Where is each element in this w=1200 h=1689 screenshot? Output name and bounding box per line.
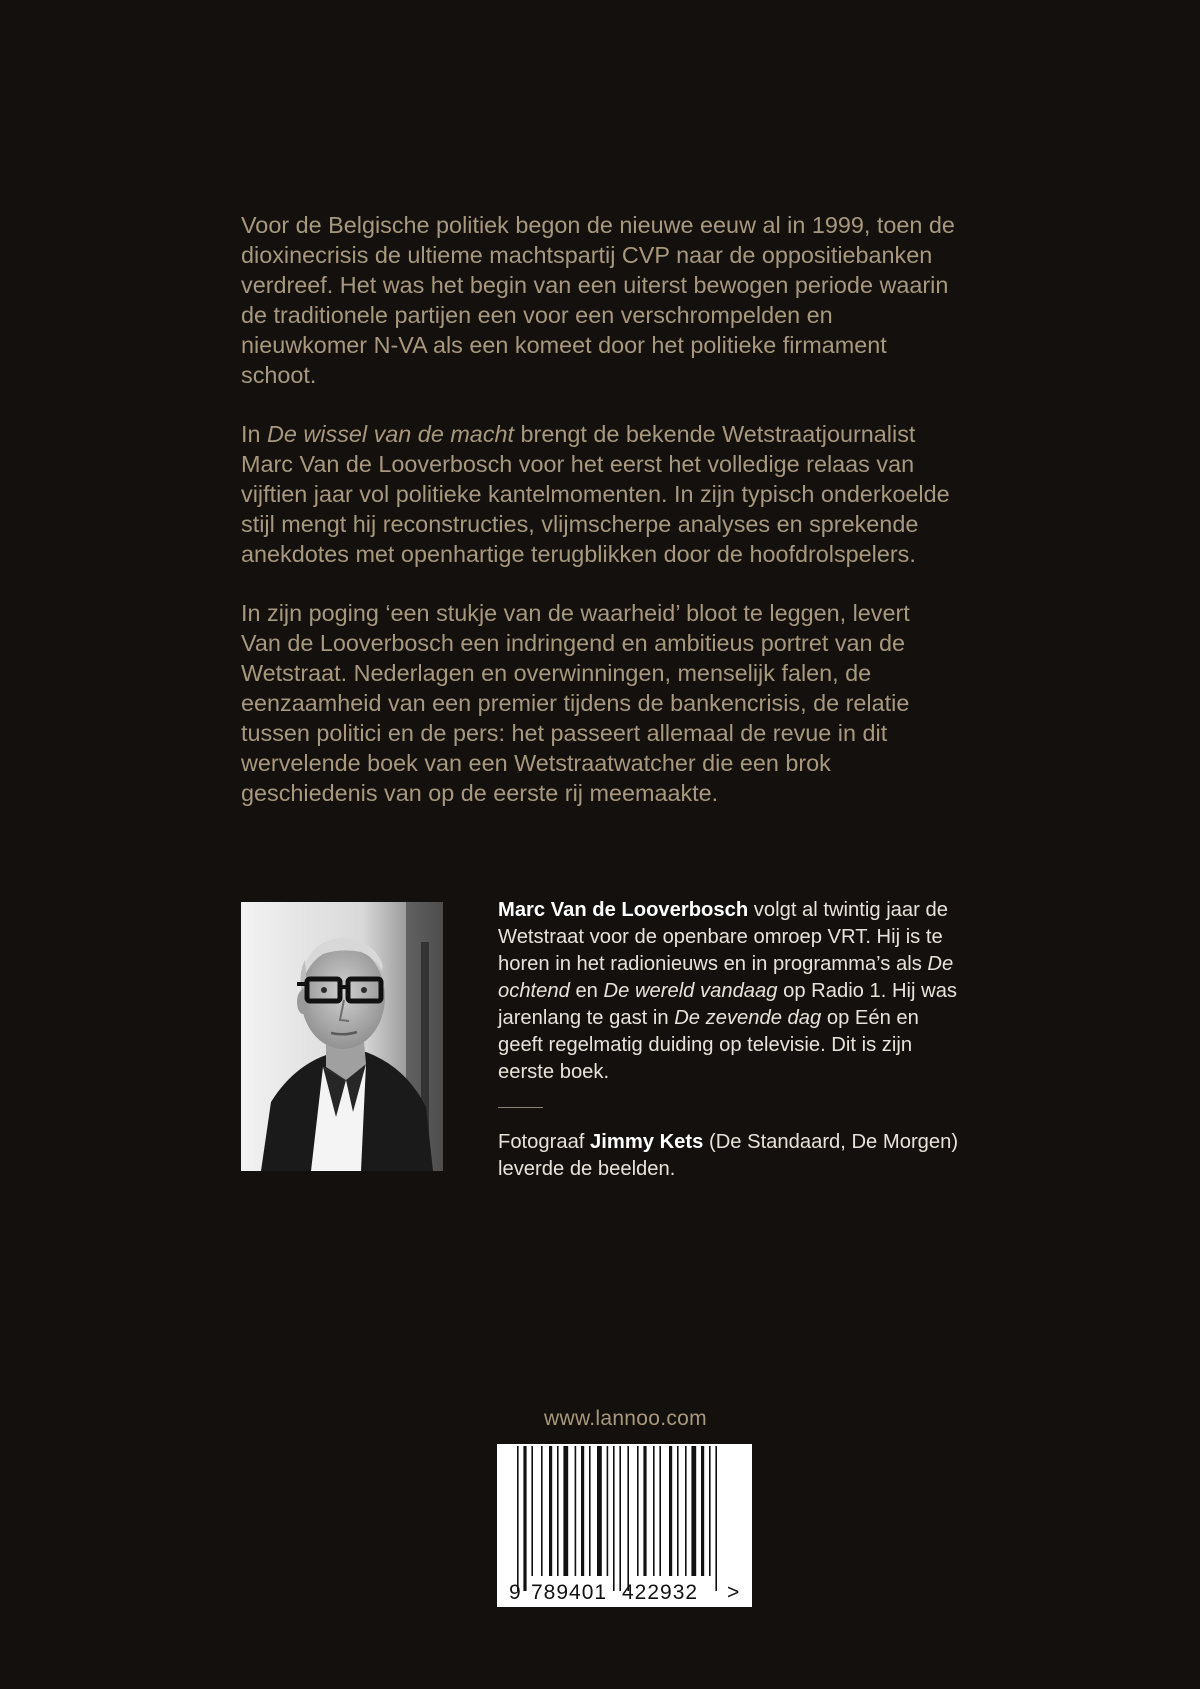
bio-text-1: volgt al twintig jaar de Wetstraat voor de openbare omroep VRT. Hij is te horen in het radionieuws en in programma’s als	[498, 899, 948, 975]
blurb-p2-text: brengt de bekende Wetstraatjournalist Marc Van de Looverbosch voor het eerst het volledige relaas van vijftien jaar vol politieke kantelmomenten. In zijn typisch onderkoelde stijl mengt hij reconstructies, vlijmscherpe analyses en sprekende anekdotes met openhartige terugblikken door de hoofdrolspelers.	[241, 421, 950, 567]
author-portrait	[241, 902, 443, 1171]
barcode-bar	[607, 1446, 609, 1576]
photographer-name: Jimmy Kets	[590, 1131, 704, 1153]
barcode-first-digit: 9	[509, 1581, 521, 1604]
photo-credit	[498, 1129, 968, 1183]
blurb-paragraph-3: In zijn poging ‘een stukje van de waarheid’ bloot te leggen, levert Van de Looverbosch een indringend en ambitieus portret van de Wetstraat. Nederlagen en overwinningen, menselijk falen, de eenzaamheid van een premier tijdens de bankencrisis, de relatie tussen politici en de pers: het passeert allemaal de revue in dit wervelende boek van een Wetstraatwatcher die een brok geschiedenis van op de eerste rij meemaakte.	[241, 600, 910, 806]
author-bio-text	[498, 897, 968, 1086]
barcode-bar	[701, 1446, 704, 1576]
barcode-bar	[531, 1446, 533, 1576]
credit-prefix: Fotograaf	[498, 1131, 591, 1153]
bio-text-4: op Eén en geeft regelmatig duiding op televisie. Dit is zijn eerste boek.	[498, 1007, 919, 1083]
barcode-bar	[575, 1446, 577, 1576]
barcode-bar	[563, 1446, 568, 1576]
barcode-bar	[589, 1446, 591, 1576]
credit-suffix: (De Standaard, De Morgen) leverde de beelden.	[498, 1131, 959, 1180]
barcode-bar	[597, 1446, 602, 1576]
barcode-bar	[659, 1446, 661, 1576]
blurb-paragraph-2	[241, 419, 956, 569]
barcode-bars	[517, 1446, 717, 1591]
barcode-bar	[541, 1446, 543, 1576]
barcode-bar	[643, 1446, 646, 1576]
barcode-bar	[709, 1446, 711, 1576]
blurb-p2-intro: In	[241, 421, 268, 447]
barcode-bar	[627, 1446, 629, 1591]
barcode-bar	[691, 1446, 696, 1576]
back-cover-blurb	[241, 210, 956, 837]
barcode-bar	[685, 1446, 687, 1576]
publisher-website: www.lannoo.com	[544, 1407, 707, 1430]
book-title: De wissel van de macht	[267, 421, 515, 447]
barcode-bar	[557, 1446, 559, 1576]
barcode-bar	[677, 1446, 679, 1576]
show-title-3: De zevende dag	[674, 1007, 822, 1029]
barcode-group-1: 789401	[531, 1581, 608, 1604]
barcode-bar	[581, 1446, 584, 1576]
barcode-bar	[613, 1446, 615, 1591]
blurb-paragraph-1: Voor de Belgische politiek begon de nieuwe eeuw al in 1999, toen de dioxinecrisis de ultieme machtspartij CVP naar de oppositiebanken verdreef. Het was het begin van een uiterst bewogen periode waarin de traditionele partijen een voor een verschrompelden en nieuwkomer N-VA als een komeet door het politieke firmament schoot.	[241, 212, 955, 388]
barcode-bar	[715, 1446, 717, 1591]
barcode-arrow: >	[727, 1581, 740, 1604]
barcode-bar	[549, 1446, 552, 1576]
show-title-1: De ochtend	[498, 953, 954, 1002]
barcode-bar	[517, 1446, 519, 1591]
barcode-bar	[653, 1446, 655, 1576]
author-bio	[498, 897, 968, 1183]
barcode-bar	[619, 1446, 621, 1591]
bio-text-3: op Radio 1. Hij was jarenlang te gast in	[498, 980, 958, 1029]
bio-text-2: en	[569, 980, 604, 1002]
author-name: Marc Van de Looverbosch	[498, 899, 749, 921]
barcode-group-2: 422932	[622, 1581, 699, 1604]
barcode-bar	[637, 1446, 639, 1576]
isbn-barcode	[497, 1444, 752, 1607]
barcode-bar	[669, 1446, 672, 1576]
show-title-2: De wereld vandaag	[603, 980, 778, 1002]
divider	[498, 1107, 543, 1108]
barcode-bar	[523, 1446, 526, 1591]
